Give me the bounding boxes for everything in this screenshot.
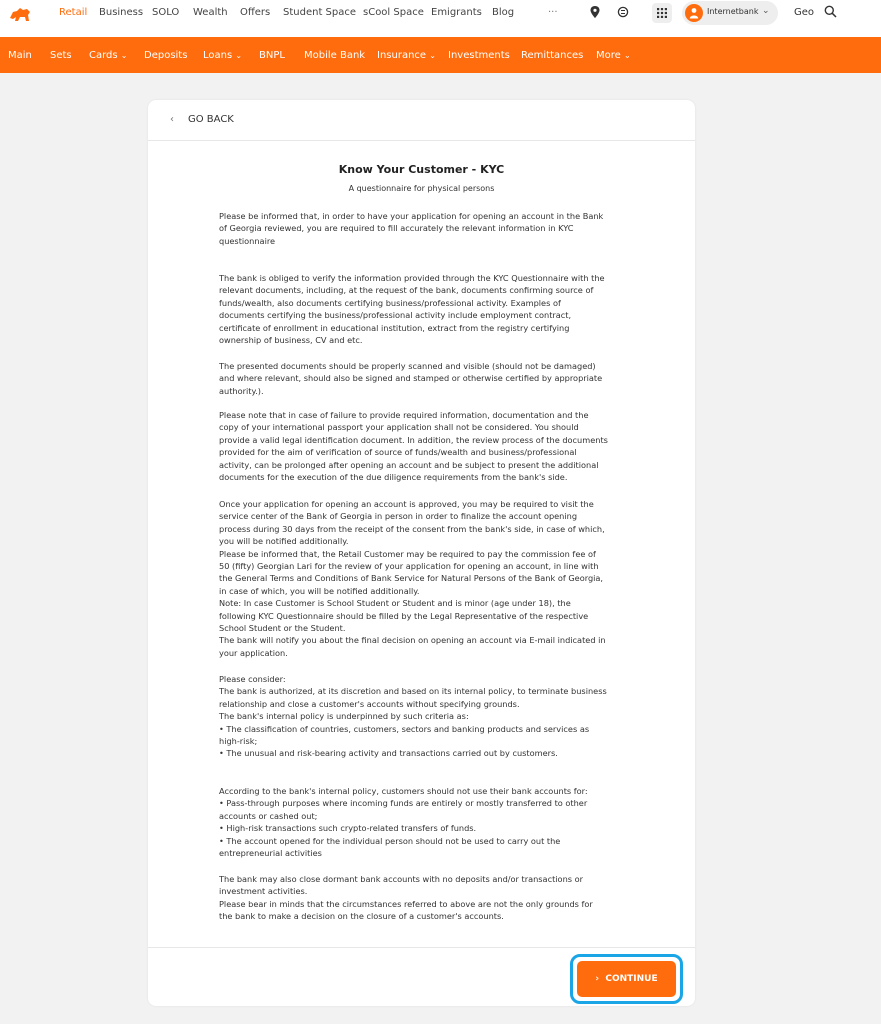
kyc-paragraph-verification bbox=[219, 272, 629, 346]
text-line: 50 (fifty) Georgian Lari for the review of your application for opening an account, in line with bbox=[219, 561, 599, 572]
exchange-rate-icon[interactable] bbox=[617, 6, 629, 18]
text-line: The presented documents should be properly scanned and visible (should not be damaged) bbox=[219, 361, 596, 371]
text-line: copy of your international passport your application shall not be considered. You should bbox=[219, 422, 579, 433]
user-silhouette-icon bbox=[689, 7, 699, 19]
text-line: The bank is authorized, at its discretion and based on its internal policy, to terminate business bbox=[219, 686, 607, 697]
text-line: The bank will notify you about the final decision on opening an account via E-mail indicated in bbox=[219, 635, 606, 646]
segment-wealth[interactable]: Wealth bbox=[193, 7, 228, 18]
continue-focus-ring bbox=[570, 954, 683, 1004]
language-switch[interactable]: Geo bbox=[794, 7, 815, 18]
kyc-card bbox=[148, 100, 695, 1006]
internetbank-label: Internetbank bbox=[707, 7, 759, 16]
internetbank-button[interactable] bbox=[682, 1, 778, 25]
text-line: Please bear in minds that the circumstances referred to above are not the only grounds for bbox=[219, 898, 593, 909]
text-line: provide a valid legal identification document. In addition, the review process of the documents bbox=[219, 434, 608, 445]
kyc-paragraph-dormant bbox=[219, 873, 629, 923]
text-line: funds/wealth, also documents certifying business/professional activity. Examples of bbox=[219, 297, 561, 308]
kyc-paragraph-failure bbox=[219, 409, 629, 483]
text-line: high-risk; bbox=[219, 736, 258, 747]
text-line: The bank may also close dormant bank accounts with no deposits and/or transactions or bbox=[219, 874, 584, 884]
text-line: • The account opened for the individual person should not be used to carry out the bbox=[219, 835, 561, 846]
search-icon[interactable] bbox=[824, 5, 837, 18]
text-line: relevant documents, including, at the request of the bank, documents confirming source of bbox=[219, 285, 594, 296]
text-line: you will be notified additionally. bbox=[219, 536, 349, 547]
text-line: documents certifying the business/professional activity include employment contract, bbox=[219, 310, 572, 321]
text-line: Note: In case Customer is School Student or Student and is minor (age under 18), the bbox=[219, 598, 571, 609]
chevron-down-icon: ⌄ bbox=[235, 51, 243, 60]
text-line: School Student or the Student. bbox=[219, 623, 346, 634]
text-line: Please note that in case of failure to provide required information, documentation and the bbox=[219, 410, 589, 420]
user-avatar-icon bbox=[685, 4, 703, 22]
text-line: • High-risk transactions such crypto-related transfers of funds. bbox=[219, 823, 477, 834]
main-nav bbox=[0, 37, 881, 73]
segment-emigrants[interactable]: Emigrants bbox=[431, 7, 482, 18]
text-line: Please be informed that, in order to have your application for opening an account in the Bank bbox=[219, 211, 604, 221]
nav-sets[interactable]: Sets bbox=[50, 50, 72, 61]
text-line: service center of the Bank of Georgia in person in order to finalize the account opening bbox=[219, 511, 578, 522]
text-line: documents for the execution of the due diligence requirements from the bank's side. bbox=[219, 472, 568, 483]
text-line: According to the bank's internal policy, customers should not use their bank accounts for: bbox=[219, 786, 588, 796]
segment-business[interactable]: Business bbox=[99, 7, 144, 18]
nav-loans[interactable]: Loans ⌄ bbox=[203, 50, 243, 61]
header-divider bbox=[148, 140, 695, 141]
text-line: ownership of business, CV and etc. bbox=[219, 335, 363, 346]
chevron-down-icon: ⌄ bbox=[120, 51, 128, 60]
segment-more-icon[interactable]: ··· bbox=[548, 7, 558, 18]
chevron-down-icon: ⌄ bbox=[623, 51, 631, 60]
continue-button[interactable] bbox=[577, 961, 676, 997]
apps-grid-button[interactable] bbox=[652, 3, 672, 23]
chevron-down-icon: ⌄ bbox=[762, 6, 770, 16]
text-line: certificate of enrollment in educational institution, extract from the registry certifying bbox=[219, 322, 570, 333]
text-line: following KYC Questionnaire should be filled by the Legal Representative of the respective bbox=[219, 610, 589, 621]
chevron-left-icon: ‹ bbox=[170, 114, 174, 125]
nav-cards[interactable]: Cards ⌄ bbox=[89, 50, 128, 61]
text-line: process during 30 days from the receipt of the consent from the bank's side, in case of which, bbox=[219, 523, 605, 534]
chevron-down-icon: ⌄ bbox=[429, 51, 436, 60]
text-line: in case of which, you will be notified additionally. bbox=[219, 585, 420, 596]
text-line: questionnaire bbox=[219, 235, 276, 246]
go-back-label: GO BACK bbox=[188, 114, 234, 125]
nav-bnpl[interactable]: BNPL bbox=[259, 50, 285, 61]
kyc-paragraph-intro bbox=[219, 210, 629, 247]
segment-scool-space[interactable]: sCool Space bbox=[363, 7, 424, 18]
go-back-button[interactable] bbox=[170, 114, 234, 125]
segment-student-space[interactable]: Student Space bbox=[283, 7, 357, 18]
text-line: The bank's internal policy is underpinned by such criteria as: bbox=[219, 711, 469, 722]
page-subtitle: A questionnaire for physical persons bbox=[348, 184, 495, 193]
text-line: Please be informed that, the Retail Customer may be required to pay the commission fee of bbox=[219, 548, 596, 559]
nav-remittances[interactable]: Remittances bbox=[521, 50, 584, 61]
text-line: The bank is obliged to verify the information provided through the KYC Questionnaire with the bbox=[219, 273, 605, 283]
text-line: • Pass-through purposes where incoming funds are entirely or mostly transferred to other bbox=[219, 798, 588, 809]
chevron-right-icon: › bbox=[595, 974, 600, 984]
text-line: investment activities. bbox=[219, 886, 308, 897]
footer-divider bbox=[148, 947, 695, 948]
text-line: entrepreneurial activities bbox=[219, 848, 322, 859]
nav-insurance[interactable]: Insurance ⌄ bbox=[377, 50, 436, 61]
nav-mobile-bank[interactable]: Mobile Bank bbox=[304, 50, 366, 61]
bank-logo-icon[interactable] bbox=[8, 6, 32, 24]
kyc-paragraph-documents bbox=[219, 360, 629, 397]
page-title: Know Your Customer - KYC bbox=[338, 163, 505, 176]
kyc-paragraph-approval bbox=[219, 498, 629, 659]
segment-offers[interactable]: Offers bbox=[240, 7, 271, 18]
continue-label: CONTINUE bbox=[605, 974, 658, 984]
kyc-paragraph-policy bbox=[219, 785, 629, 859]
apps-grid-icon bbox=[657, 8, 667, 18]
text-line: activity, can be prolonged after opening an account and be subject to present the additional bbox=[219, 459, 599, 470]
nav-deposits[interactable]: Deposits bbox=[144, 50, 188, 61]
text-line: accounts or cashed out; bbox=[219, 810, 318, 821]
text-line: and where relevant, should also be signed and stamped or otherwise certified by appropriate bbox=[219, 373, 603, 384]
segment-retail[interactable]: Retail bbox=[59, 7, 88, 18]
text-line: of Georgia reviewed, you are required to fill accurately the relevant information in KYC bbox=[219, 223, 574, 234]
nav-more[interactable]: More ⌄ bbox=[596, 50, 631, 61]
text-line: Please consider: bbox=[219, 674, 286, 684]
text-line: Once your application for opening an account is approved, you may be required to visit the bbox=[219, 499, 594, 509]
nav-investments[interactable]: Investments bbox=[448, 50, 510, 61]
location-pin-icon[interactable] bbox=[590, 6, 600, 18]
text-line: provided for the aim of verification of source of funds/wealth and business/professional bbox=[219, 447, 577, 458]
text-line: relationship and close a customer's accounts without specifying grounds. bbox=[219, 698, 520, 709]
text-line: • The classification of countries, customers, sectors and banking products and services as bbox=[219, 723, 590, 734]
text-line: authority.). bbox=[219, 385, 264, 396]
text-line: the bank to make a decision on the closure of a customer's accounts. bbox=[219, 911, 504, 922]
text-line: the General Terms and Conditions of Bank Service for Natural Persons of the Bank of Georgia, bbox=[219, 573, 604, 584]
top-bar bbox=[0, 0, 881, 37]
nav-main[interactable]: Main bbox=[8, 50, 32, 61]
kyc-paragraph-consider bbox=[219, 673, 629, 760]
text-line: • The unusual and risk-bearing activity and transactions carried out by customers. bbox=[219, 748, 558, 759]
segment-blog[interactable]: Blog bbox=[492, 7, 515, 18]
segment-solo[interactable]: SOLO bbox=[152, 7, 180, 18]
text-line: your application. bbox=[219, 647, 288, 658]
